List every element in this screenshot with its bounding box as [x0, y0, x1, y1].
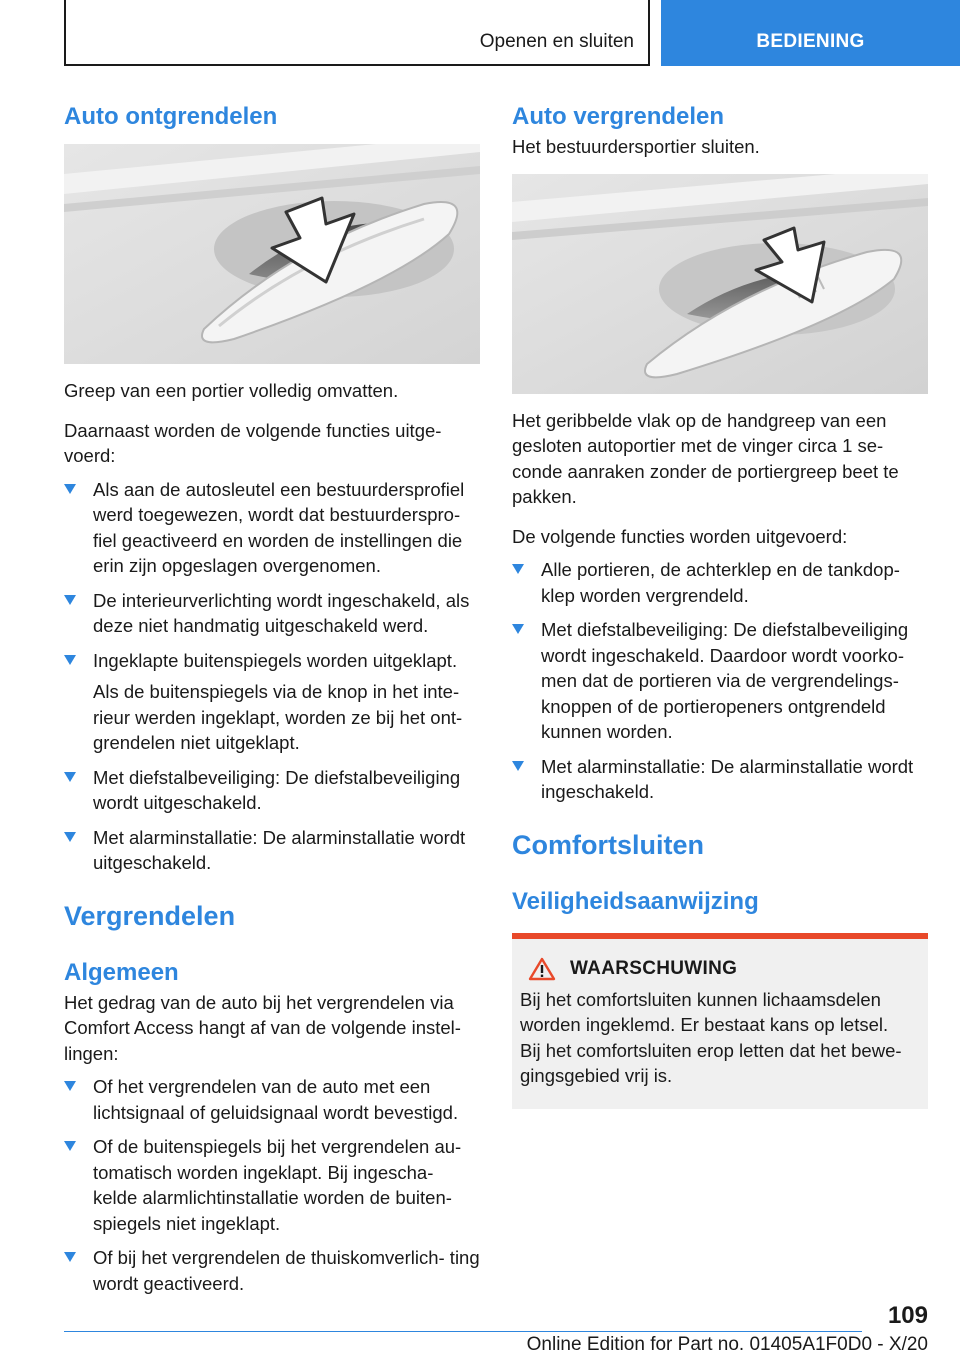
- warning-box: [512, 933, 928, 1109]
- text-close-driver-door: Het bestuurdersportier sluiten.: [512, 136, 760, 157]
- header-title-box: [64, 0, 650, 66]
- list-item: De interieurverlichting wordt ingeschakeld, als deze niet handmatig uitgeschakeld werd.: [64, 588, 480, 639]
- triangle-bullet-icon: [512, 761, 524, 771]
- triangle-bullet-icon: [64, 1081, 76, 1091]
- triangle-bullet-icon: [64, 1252, 76, 1262]
- triangle-bullet-icon: [64, 772, 76, 782]
- triangle-bullet-icon: [64, 484, 76, 494]
- triangle-bullet-icon: [64, 595, 76, 605]
- heading-auto-ontgrendelen: Auto ontgrendelen: [64, 103, 278, 130]
- list-item: Of het vergrendelen van de auto met een lichtsignaal of geluidsignaal wordt bevestigd.: [64, 1074, 480, 1125]
- warning-header: [520, 957, 920, 981]
- door-handle-lock-image: [512, 174, 928, 394]
- right-column: [512, 100, 928, 1109]
- page-number: 109: [887, 1302, 928, 1329]
- header-title: Openen en sluiten: [479, 31, 634, 52]
- list-item: Als aan de autosleutel een bestuurdersprofiel werd toegewezen, wordt dat bestuurderspro‐ fiel geactiveerd en worden de instellingen die erin zijn opgeslagen overgenomen.: [64, 477, 480, 579]
- warning-triangle-icon: [528, 957, 556, 981]
- heading-algemeen: Algemeen: [64, 958, 179, 986]
- door-handle-unlock-image: [64, 144, 480, 364]
- list-item: Of de buitenspiegels bij het vergrendelen au‐ tomatisch worden ingeklapt. Bij ingescha‐ kelde alarmlichtinstallatie worden de buiten‐ spiegels niet ingeklapt.: [64, 1134, 480, 1236]
- heading-auto-vergrendelen: Auto vergrendelen: [512, 103, 725, 130]
- text-following-functions-executed: De volgende functies worden uitgevoerd:: [512, 525, 848, 547]
- footer-divider: [64, 1331, 862, 1332]
- warning-text-injury: Bij het comfortsluiten kunnen lichaamsdelen worden ingeklemd. Er bestaat kans op letsel.: [520, 988, 889, 1035]
- list-item: Met alarminstallatie: De alarminstallatie wordt ingeschakeld.: [512, 754, 928, 805]
- header-section-tab: [661, 0, 960, 66]
- list-item: Alle portieren, de achterklep en de tankdop‐ klep worden vergrendeld.: [512, 557, 928, 608]
- triangle-bullet-icon: [512, 564, 524, 574]
- header-section-label: BEDIENING: [756, 31, 865, 52]
- unlock-functions-list: [64, 477, 480, 876]
- lock-functions-list: [512, 557, 928, 805]
- heading-comfortsluiten: Comfortsluiten: [512, 829, 704, 860]
- heading-veiligheidsaanwijzing: Veiligheidsaanwijzing: [512, 887, 759, 915]
- text-comfort-access-behavior: Het gedrag van de auto bij het vergrendelen via Comfort Access hangt af van de volgende instel‐ lingen:: [64, 991, 461, 1064]
- triangle-bullet-icon: [64, 1141, 76, 1151]
- text-grip-handle: Greep van een portier volledig omvatten.: [64, 380, 399, 401]
- list-item: Met alarminstallatie: De alarminstallatie wordt uitgeschakeld.: [64, 825, 480, 876]
- triangle-bullet-icon: [64, 655, 76, 665]
- footer-edition: Online Edition for Part no. 01405A1F0D0 - X/20: [526, 1334, 928, 1355]
- list-item: Ingeklapte buitenspiegels worden uitgeklapt. Als de buitenspiegels via de knop in het inte‐ rieur werden ingeklapt, worden ze bij het ont‐ grendelen niet uitgeklapt.: [64, 648, 480, 756]
- text-touch-ribbed-area: Het geribbelde vlak op de handgreep van een gesloten autoportier met de vinger circa 1 se‐ conde aanraken zonder de portiergreep beet te pakken.: [512, 409, 899, 507]
- triangle-bullet-icon: [64, 832, 76, 842]
- left-column: [64, 100, 480, 1305]
- list-item: Of bij het vergrendelen de thuiskomverlich‐ ting wordt geactiveerd.: [64, 1245, 480, 1296]
- text-following-functions: Daarnaast worden de volgende functies uitge‐ voerd:: [64, 419, 442, 466]
- list-item-subtext: Als de buitenspiegels via de knop in het inte‐ rieur werden ingeklapt, worden ze bij het ont‐ grendelen niet uitgeklapt.: [93, 681, 463, 753]
- warning-title: WAARSCHUWING: [570, 957, 738, 979]
- warning-text-movement-area: Bij het comfortsluiten erop letten dat het bewe‐ gingsgebied vrij is.: [520, 1039, 902, 1086]
- list-item: Met diefstalbeveiliging: De diefstalbeveiliging wordt ingeschakeld. Daardoor wordt voorko‐ men dat de portieren via de vergrendelings‐ knoppen of de portieropeners ontgrendeld kunnen worden.: [512, 617, 928, 745]
- list-item: Met diefstalbeveiliging: De diefstalbeveiliging wordt uitgeschakeld.: [64, 765, 480, 816]
- heading-vergrendelen: Vergrendelen: [64, 900, 236, 931]
- lock-settings-list: [64, 1074, 480, 1296]
- triangle-bullet-icon: [512, 624, 524, 634]
